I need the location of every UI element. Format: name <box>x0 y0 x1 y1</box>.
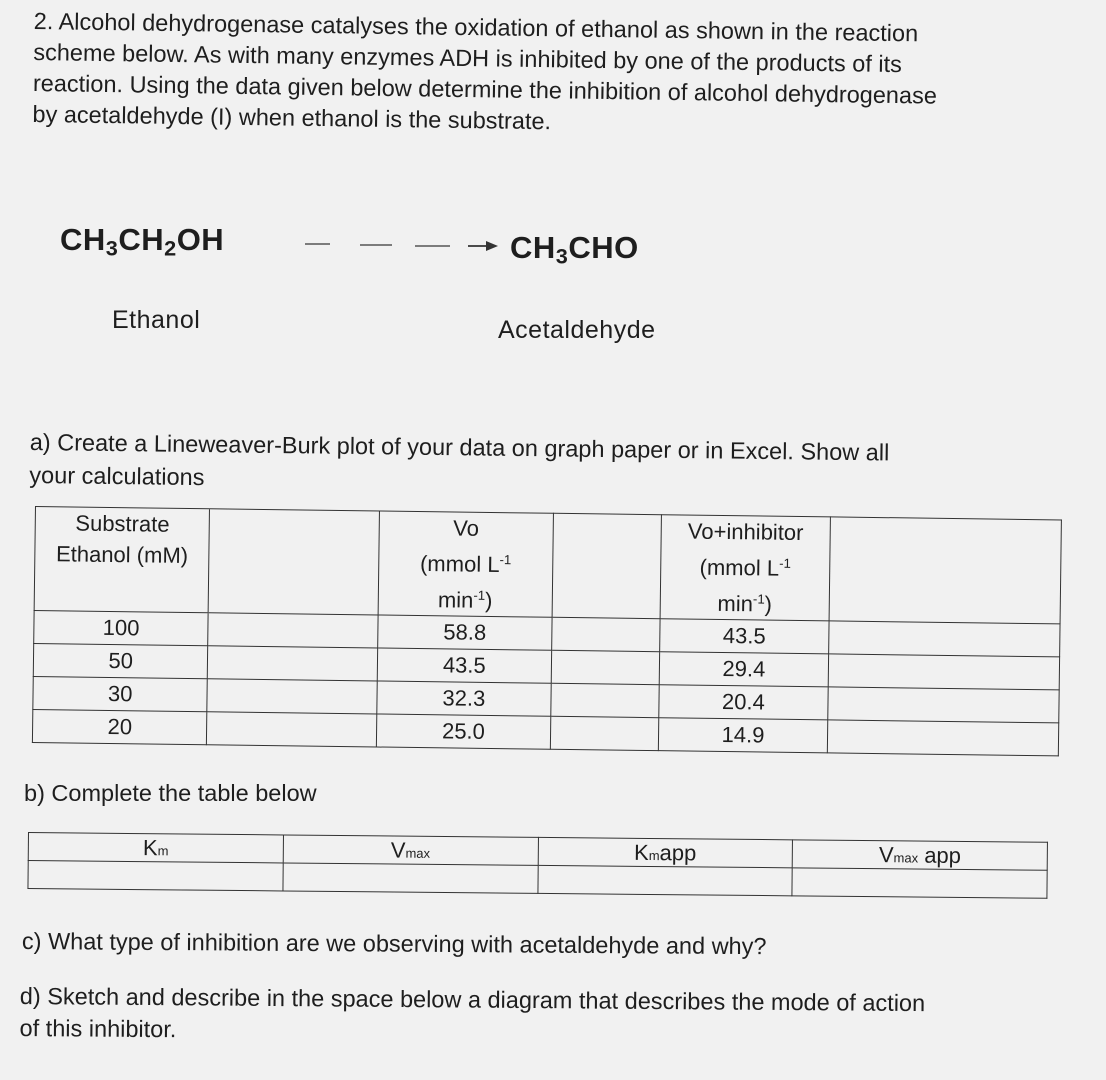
intro-line: reaction. Using the data given below determine the inhibition of alcohol dehydrogenase <box>32 69 938 109</box>
intro-line: 2. Alcohol dehydrogenase catalyses the oxidation of ethanol as shown in the reaction <box>33 7 919 47</box>
substrate-cell: 20 <box>32 709 207 744</box>
vo-cell: 25.0 <box>376 714 551 749</box>
empty-cell <box>207 712 377 747</box>
empty-cell <box>207 679 377 714</box>
answer-cell[interactable] <box>792 868 1047 898</box>
kinetics-data-table <box>32 506 1062 759</box>
part-c-question: c) What type of inhibition are we observing with acetaldehyde and why? <box>21 928 767 960</box>
substrate-cell: 30 <box>33 676 208 711</box>
product-name: Acetaldehyde <box>498 316 656 344</box>
vmaxapp-header: Vmax app <box>792 840 1047 870</box>
vo-inhibitor-cell: 29.4 <box>659 651 829 686</box>
empty-cell <box>550 716 658 750</box>
vmax-header: Vmax <box>283 835 538 865</box>
substrate-cell: 50 <box>33 643 208 678</box>
substrate-cell: 100 <box>34 610 209 645</box>
kmapp-header: Kmapp <box>538 837 793 867</box>
empty-cell <box>208 646 378 681</box>
constants-table <box>27 832 1048 902</box>
question-intro <box>32 6 1094 145</box>
empty-cell <box>827 720 1058 756</box>
reaction-arrow-icon <box>300 232 500 262</box>
empty-cell <box>209 509 380 615</box>
substrate-header: Substrate Ethanol (mM) <box>34 507 210 613</box>
vo-header: Vo (mmol $L^{-1}$ $\min^{-1}$) <box>378 511 554 617</box>
vo-inhibitor-cell: 20.4 <box>659 684 829 719</box>
empty-cell <box>552 513 661 618</box>
intro-line: by acetaldehyde (I) when ethanol is the substrate. <box>32 100 552 135</box>
answer-cell[interactable] <box>283 863 538 893</box>
reactant-formula: $CH_3CH_2OH$ <box>60 222 225 261</box>
km-header: Km <box>28 833 283 863</box>
intro-line: scheme below. As with many enzymes ADH is inhibited by one of the products of its <box>33 38 903 78</box>
empty-cell <box>829 517 1061 624</box>
empty-cell <box>551 683 659 717</box>
part-a-line: a) Create a Lineweaver-Burk plot of your data on graph paper or in Excel. Show all <box>29 428 890 466</box>
answer-cell[interactable] <box>28 861 283 891</box>
empty-cell <box>208 613 378 648</box>
empty-cell <box>552 617 660 651</box>
empty-cell <box>828 654 1059 690</box>
part-d-line: of this inhibitor. <box>19 1014 177 1043</box>
part-a-line: your calculations <box>29 461 205 491</box>
vo-inhibitor-cell: 14.9 <box>658 717 828 752</box>
vo-cell: 58.8 <box>377 615 552 650</box>
reactant-name: Ethanol <box>112 306 201 334</box>
part-a-question <box>29 426 1070 505</box>
part-b-question: b) Complete the table below <box>24 780 317 806</box>
answer-cell[interactable] <box>537 865 792 895</box>
part-d-line: d) Sketch and describe in the space below a diagram that describes the mode of action <box>19 982 926 1017</box>
vo-inhibitor-header: Vo+inhibitor (mmol $L^{-1}$ $\min^{-1}$) <box>660 515 831 621</box>
part-d-question <box>19 980 1079 1052</box>
empty-cell <box>551 650 659 684</box>
table-header-row <box>34 507 1061 624</box>
empty-cell <box>829 621 1060 657</box>
reaction-scheme <box>60 222 760 269</box>
vo-inhibitor-cell: 43.5 <box>659 619 829 654</box>
product-formula: $CH_3CHO$ <box>510 230 639 269</box>
vo-cell: 32.3 <box>376 681 551 716</box>
empty-cell <box>828 687 1059 723</box>
vo-cell: 43.5 <box>377 648 552 683</box>
